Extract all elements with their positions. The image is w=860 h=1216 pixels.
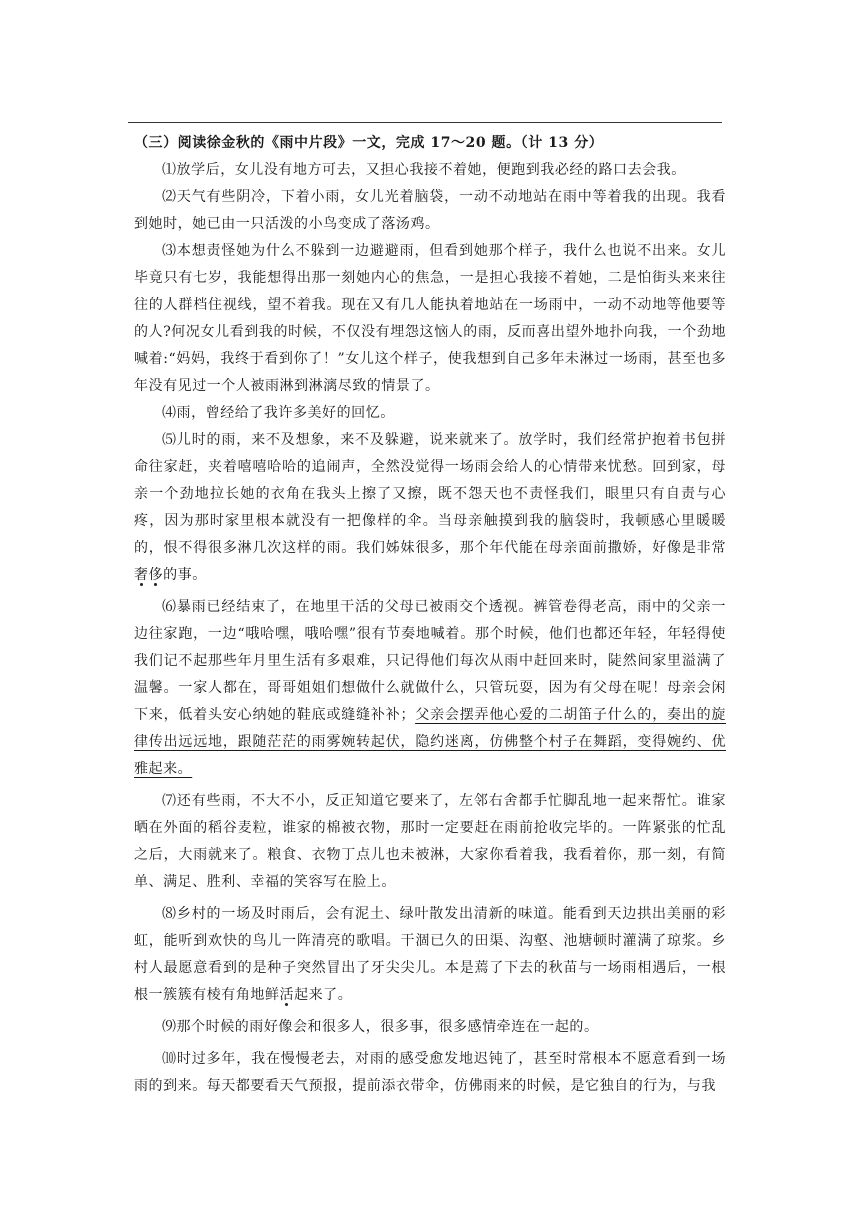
section-title: （三）阅读徐金秋的《雨中片段》一文，完成 17～20 题。（计 13 分） xyxy=(134,135,604,151)
paragraph-3: ⑶本想责怪她为什么不躲到一边避避雨，但看到她那个样子，我什么也说不出来。女儿毕竟只有七岁，我能想得出那一刻她内心的焦急，一是担心我接不着她，二是怕街头来来往往的人群档住视线，望不着我。现在又有几人能执着地站在一场雨中，一动不动地等他要等的人?何况女儿看到我的时候，不仅没有埋怨这恼人的雨，反而喜出望外地扑向我，一个劲地喊着:“妈妈，我终于看到你了！”女儿这个样子，使我想到自己多年未淋过一场雨，甚至也多年没有见过一个人被雨淋到淋漓尽致的情景了。 xyxy=(134,243,726,394)
paragraph-6-text: ⑹暴雨已经结束了，在地里干活的父母已被雨交个透视。裤管卷得老高，雨中的父亲一边往家跑，一边“哦哈嘿，哦哈嘿”很有节奏地喊着。那个时候，他们也都还年轻，年轻得使我们记不起那些年月里生活有多艰难，只记得他们每次从雨中赶回来时，陡然间家里溢满了温馨。一家人都在，哥哥姐姐们想做什么就做什么，只管玩耍，因为有父母在呢！母亲会闲下来，低着头安心纳她的鞋底或缝缝补补； xyxy=(134,599,726,723)
paragraph-5 xyxy=(134,427,726,589)
reading-passage xyxy=(134,130,726,1100)
paragraph-6 xyxy=(134,594,726,783)
paragraph-4: ⑷雨，曾经给了我许多美好的回忆。 xyxy=(162,405,395,421)
paragraph-10: ⑽时过多年，我在慢慢老去，对雨的感受愈发地迟钝了，甚至时常根本不愿意看到一场雨的到来。每天都要看天气预报，提前添衣带伞，仿佛雨来的时候，是它独自的行为，与我 xyxy=(134,1051,726,1094)
header-rule xyxy=(128,122,722,123)
paragraph-1: ⑴放学后，女儿没有地方可去，又担心我接不着她，便跑到我必经的路口去会我。 xyxy=(162,162,686,178)
dotted-char-she: 奢 xyxy=(134,567,149,583)
paragraph-8 xyxy=(134,901,726,1009)
paragraph-5-text: ⑸儿时的雨，来不及想象，来不及躲避，说来就来了。放学时，我们经常护抱着书包拼命往家赶，夹着嘻嘻哈哈的追闹声，全然没觉得一场雨会给人的心情带来忧愁。回到家，母亲一个劲地拉长她的衣角在我头上擦了又擦，既不怨天也不责怪我们，眼里只有自责与心疼，因为那时家里根本就没有一把像样的伞。当母亲触摸到我的脑袋时，我顿感心里暖暖的，恨不得很多淋几次这样的雨。我们姊妹很多，那个年代能在母亲面前撒娇，好像是非常 xyxy=(134,432,726,556)
paragraph-9: ⑼那个时候的雨好像会和很多人，很多事，很多感情牵连在一起的。 xyxy=(162,1019,599,1035)
paragraph-5-end: 的事。 xyxy=(163,567,207,583)
paragraph-2: ⑵天气有些阴冷，下着小雨，女儿光着脑袋，一动不动地站在雨中等着我的出现。我看到她时，她已由一只活泼的小鸟变成了落汤鸡。 xyxy=(134,189,726,232)
dotted-char-huo: 活 xyxy=(279,987,295,1003)
underlined-sentence: 父亲会摆弄他心爱的二胡笛子什么的，奏出的旋律传出远远地，跟随茫茫的雨雾婉转起伏，隐约迷离，仿佛整个村子在舞蹈，变得婉约、优雅起来。 xyxy=(134,707,726,777)
dotted-char-chi: 侈 xyxy=(148,567,164,583)
paragraph-8-text: ⑻乡村的一场及时雨后，会有泥土、绿叶散发出清新的味道。能看到天边拱出美丽的彩虹，能听到欢快的鸟儿一阵清亮的歌唱。干涸已久的田渠、沟壑、池塘顿时灌满了琼浆。乡村人最愿意看到的是种子突然冒出了牙尖尖儿。本是蔫了下去的秋苗与一场雨相遇后，一根根一簇簇有棱有角地鲜 xyxy=(134,906,726,1003)
paragraph-8-end: 起来了。 xyxy=(294,987,353,1003)
paragraph-7: ⑺还有些雨，不大不小，反正知道它要来了，左邻右舍都手忙脚乱地一起来帮忙。谁家晒在外面的稻谷麦粒，谁家的棉被衣物，那时一定要赶在雨前抢收完毕的。一阵紧张的忙乱之后，大雨就来了。粮食、衣物丁点儿也未被淋，大家你看着我，我看着你，那一刻，有简单、满足、胜利、幸福的笑容写在脸上。 xyxy=(134,793,726,890)
